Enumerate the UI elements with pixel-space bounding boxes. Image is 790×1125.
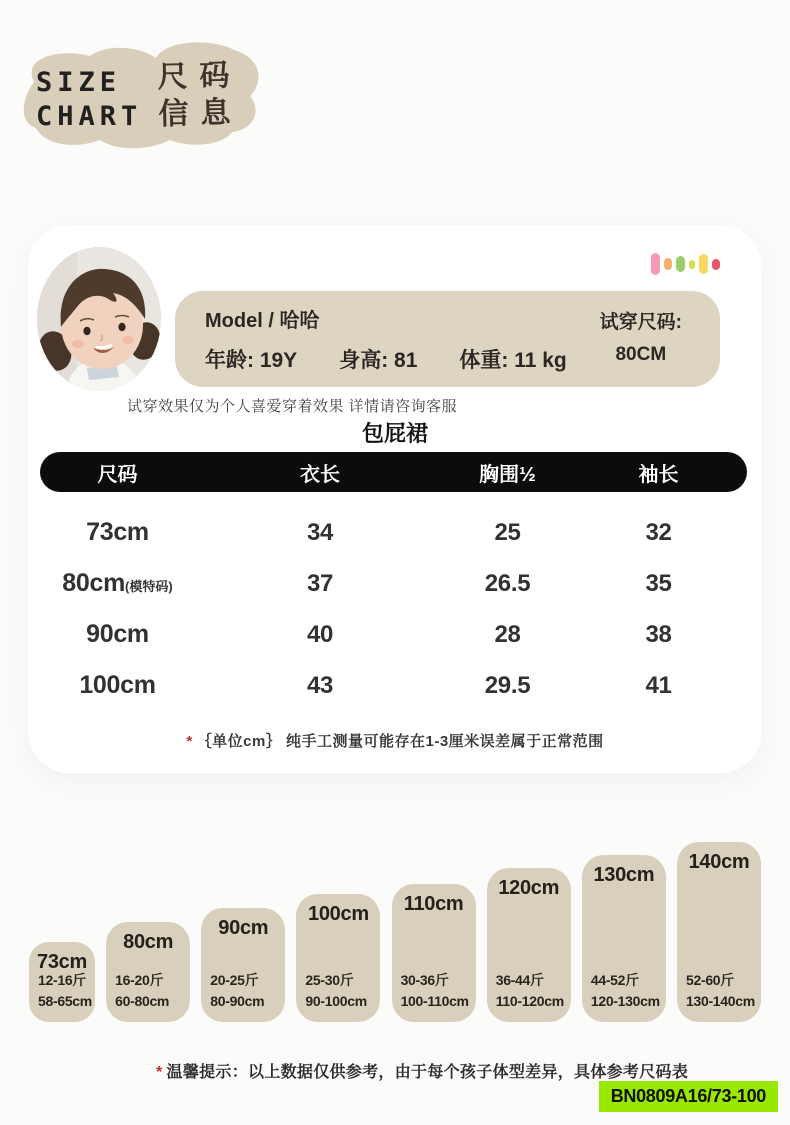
product-table-title: 包屁裙 [361, 421, 428, 446]
size-cell: 90cm [86, 620, 149, 648]
title-en-line1: SIZE [36, 67, 122, 98]
bar-height-range: 100-110cm [400, 993, 469, 1010]
table-footnote [28, 730, 762, 751]
bar-weight-range: 52-60斤 [685, 971, 734, 988]
bar-weight-range: 12-16斤 [38, 971, 87, 988]
bar-ranges [115, 970, 188, 1013]
size-bar [29, 942, 95, 1022]
bar-weight-range: 20-25斤 [210, 971, 259, 988]
table-row [40, 558, 747, 609]
table-row [40, 609, 747, 660]
fit-size-block [600, 307, 696, 371]
bar-height-range: 80-90cm [210, 993, 265, 1010]
size-range-chart [29, 842, 761, 1022]
model-height: 身高: 81 [339, 349, 418, 372]
bar-ranges [305, 970, 378, 1013]
model-info-card [28, 225, 762, 773]
table-row [40, 660, 747, 711]
length-cell: 40 [306, 620, 334, 648]
bar-ranges [591, 970, 664, 1013]
sleeve-cell: 41 [645, 671, 672, 699]
col-header-length: 衣长 [300, 463, 340, 486]
bar-size-label: 90cm [218, 917, 269, 939]
model-stats [205, 344, 567, 374]
bar-weight-range: 36-44斤 [495, 971, 544, 988]
model-name: Model / 哈哈 [205, 310, 320, 332]
size-cell: 80cm(模特码) [62, 569, 173, 597]
length-cell: 34 [306, 518, 334, 546]
size-bar [392, 884, 476, 1022]
fit-size-value: 80CM [615, 344, 667, 365]
table-header-row [40, 452, 747, 492]
footnote-text: ｛单位cm｝ 纯手工测量可能存在1-3厘米误差属于正常范围 [196, 733, 604, 750]
size-bar [296, 894, 380, 1022]
model-age: 年龄: 19Y [205, 349, 298, 372]
size-table-body [40, 507, 747, 711]
size-bar [582, 855, 666, 1022]
baby-model-photo [37, 247, 161, 391]
decor-dot [664, 258, 672, 270]
fit-size-label: 试穿尺码: [599, 312, 682, 333]
col-header-sleeve: 袖长 [638, 463, 679, 486]
sku-badge: BN0809A16/73-100 [599, 1081, 778, 1112]
bar-size-label: 120cm [498, 877, 560, 899]
length-cell: 37 [306, 569, 334, 597]
size-chart-title-zh [157, 57, 243, 133]
model-note: 试穿效果仅为个人喜爱穿着效果 详情请咨询客服 [127, 398, 458, 415]
bar-weight-range: 30-36斤 [400, 971, 449, 988]
model-info-left [205, 304, 567, 374]
bar-size-label: 100cm [308, 903, 369, 925]
size-chart-title-en [36, 66, 142, 134]
bar-size-label: 130cm [593, 864, 655, 886]
footer-note [156, 1059, 688, 1082]
col-header-chest: 胸围½ [479, 463, 536, 486]
sleeve-cell: 38 [645, 620, 672, 648]
col-header-size: 尺码 [97, 463, 138, 486]
bar-ranges [686, 970, 759, 1013]
size-cell: 73cm [86, 518, 149, 546]
chest-cell: 29.5 [484, 671, 531, 699]
sleeve-cell: 32 [645, 518, 672, 546]
bar-height-range: 110-120cm [495, 993, 564, 1010]
footnote-asterisk: * [186, 733, 193, 750]
bar-ranges [496, 970, 569, 1013]
bar-ranges [210, 970, 283, 1013]
length-cell: 43 [306, 671, 334, 699]
bar-height-range: 60-80cm [115, 993, 170, 1010]
decor-dot [676, 256, 685, 272]
chest-cell: 25 [494, 518, 521, 546]
decor-dot [712, 259, 720, 270]
size-bar [106, 922, 190, 1022]
bar-height-range: 120-130cm [590, 993, 660, 1010]
title-zh-line2: 信息 [158, 95, 243, 132]
decor-dot [699, 254, 708, 274]
chest-cell: 26.5 [484, 569, 531, 597]
title-en-line2: CHART [36, 101, 143, 132]
bar-weight-range: 44-52斤 [590, 971, 639, 988]
model-weight: 体重: 11 kg [459, 349, 567, 372]
bar-height-range: 130-140cm [685, 993, 755, 1010]
title-zh-line1: 尺码 [157, 58, 242, 95]
decor-dot [651, 253, 660, 275]
bar-size-label: 80cm [123, 931, 174, 953]
bar-weight-range: 16-20斤 [115, 971, 164, 988]
bar-ranges [38, 970, 93, 1013]
model-info-bar [175, 291, 720, 387]
size-bar [677, 842, 761, 1022]
size-bar [201, 908, 285, 1022]
footer-asterisk: * [156, 1064, 163, 1081]
table-row [40, 507, 747, 558]
bar-height-range: 58-65cm [38, 993, 92, 1010]
bar-size-label: 140cm [688, 851, 750, 873]
footer-text: 温馨提示：以上数据仅供参考，由于每个孩子体型差异，具体参考尺码表 [166, 1064, 689, 1081]
decor-dot [689, 260, 695, 269]
sleeve-cell: 35 [645, 569, 672, 597]
bar-weight-range: 25-30斤 [305, 971, 354, 988]
size-cell: 100cm [79, 671, 156, 699]
bar-size-label: 110cm [403, 893, 464, 915]
size-bar [487, 868, 571, 1022]
decor-dots-icon [651, 253, 720, 275]
bar-size-label: 73cm [37, 951, 87, 973]
bar-ranges [401, 970, 474, 1013]
bar-height-range: 90-100cm [305, 993, 367, 1010]
chest-cell: 28 [494, 620, 521, 648]
